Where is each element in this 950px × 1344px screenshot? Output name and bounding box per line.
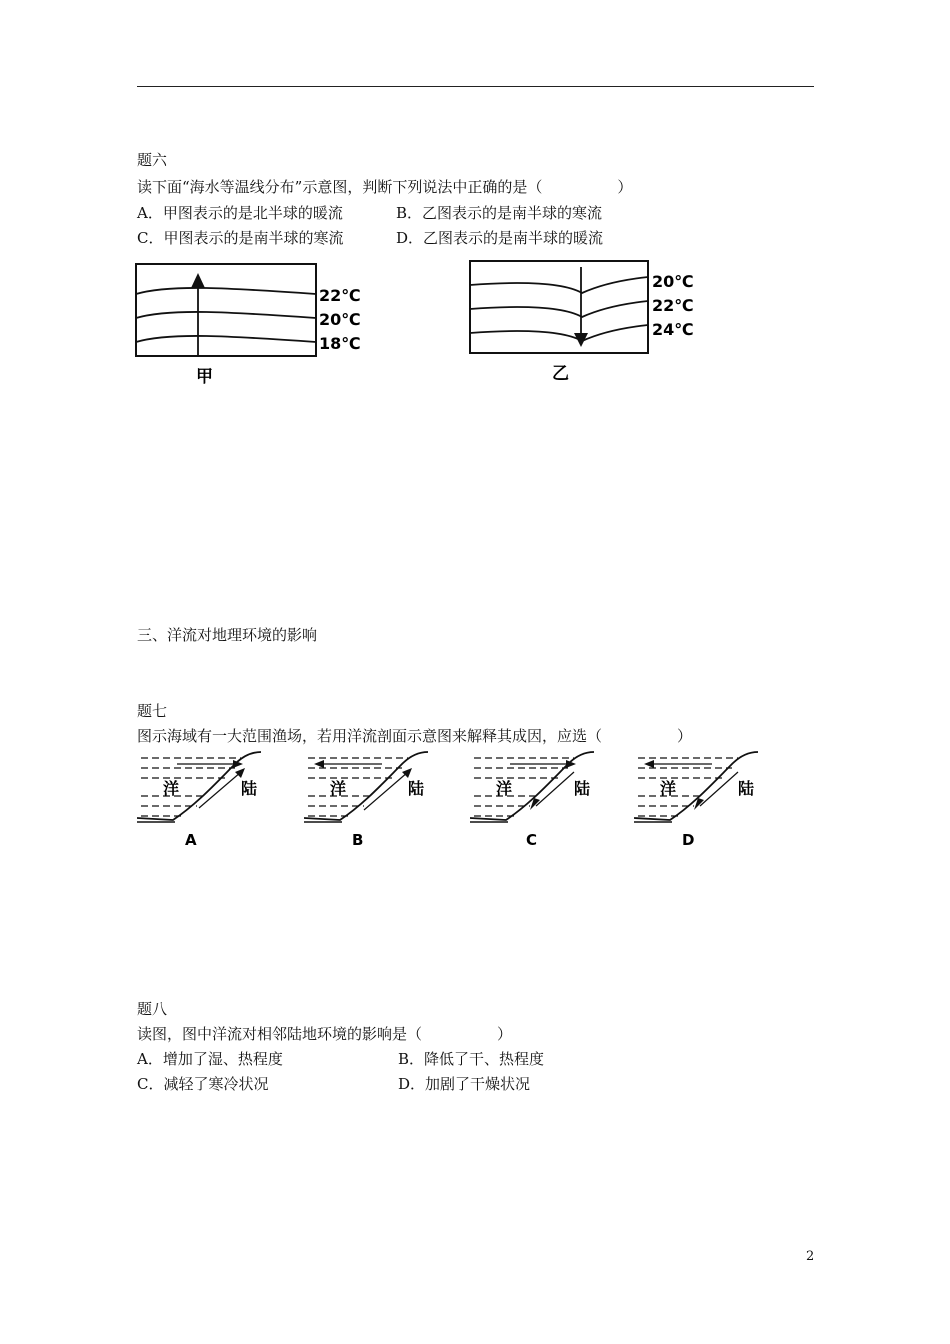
q7-choice-c: C: [526, 831, 538, 849]
yi-caption: 乙: [552, 364, 569, 384]
q7-figure-c: [470, 750, 610, 850]
q6-stem: 读下面“海水等温线分布”示意图，判断下列说法中正确的是（ ）: [137, 178, 633, 196]
q6-option-c: C．甲图表示的是南半球的寒流: [137, 229, 344, 247]
q7-choice-b: B: [352, 831, 364, 849]
q8-option-c: C．减轻了寒冷状况: [137, 1075, 269, 1093]
q7-d-ocean-label: 洋: [660, 779, 677, 798]
q7-d-land-label: 陆: [738, 779, 755, 798]
q8-option-b: B．降低了干、热程度: [398, 1050, 545, 1068]
yi-label-3: 24℃: [652, 320, 694, 339]
jia-caption: 甲: [196, 367, 213, 387]
q6-figure-jia: [130, 258, 370, 388]
q6-figure-yi: [464, 255, 714, 385]
q8-heading: 题八: [137, 1000, 168, 1018]
jia-label-2: 20℃: [319, 310, 361, 329]
q7-heading: 题七: [137, 702, 168, 720]
q6-option-b: B．乙图表示的是南半球的寒流: [396, 204, 603, 222]
header-rule: [137, 86, 814, 87]
jia-label-3: 18℃: [319, 334, 361, 353]
q7-figure-a: [137, 750, 277, 850]
q7-c-ocean-label: 洋: [496, 779, 513, 798]
q7-c-land-label: 陆: [574, 779, 591, 798]
q6-heading: 题六: [137, 151, 168, 169]
q6-option-d: D．乙图表示的是南半球的暖流: [396, 229, 604, 247]
yi-label-1: 20℃: [652, 272, 694, 291]
q7-stem: 图示海域有一大范围渔场，若用洋流剖面示意图来解释其成因，应选（ ）: [137, 727, 693, 745]
q7-a-land-label: 陆: [241, 779, 258, 798]
section3-title: 三、洋流对地理环境的影响: [137, 626, 318, 644]
jia-label-1: 22℃: [319, 286, 361, 305]
page-number: 2: [806, 1249, 815, 1264]
q7-choice-d: D: [682, 831, 695, 849]
q7-b-land-label: 陆: [408, 779, 425, 798]
q7-b-ocean-label: 洋: [330, 779, 347, 798]
q6-option-a: A．甲图表示的是北半球的暖流: [137, 204, 343, 222]
q8-stem: 读图，图中洋流对相邻陆地环境的影响是（ ）: [137, 1025, 513, 1043]
q7-figure-b: [304, 750, 444, 850]
q7-a-ocean-label: 洋: [163, 779, 180, 798]
q8-option-d: D．加剧了干燥状况: [398, 1075, 531, 1093]
q8-option-a: A．增加了湿、热程度: [137, 1050, 283, 1068]
q7-choice-a: A: [185, 831, 197, 849]
q7-figure-d: [634, 750, 774, 850]
yi-label-2: 22℃: [652, 296, 694, 315]
